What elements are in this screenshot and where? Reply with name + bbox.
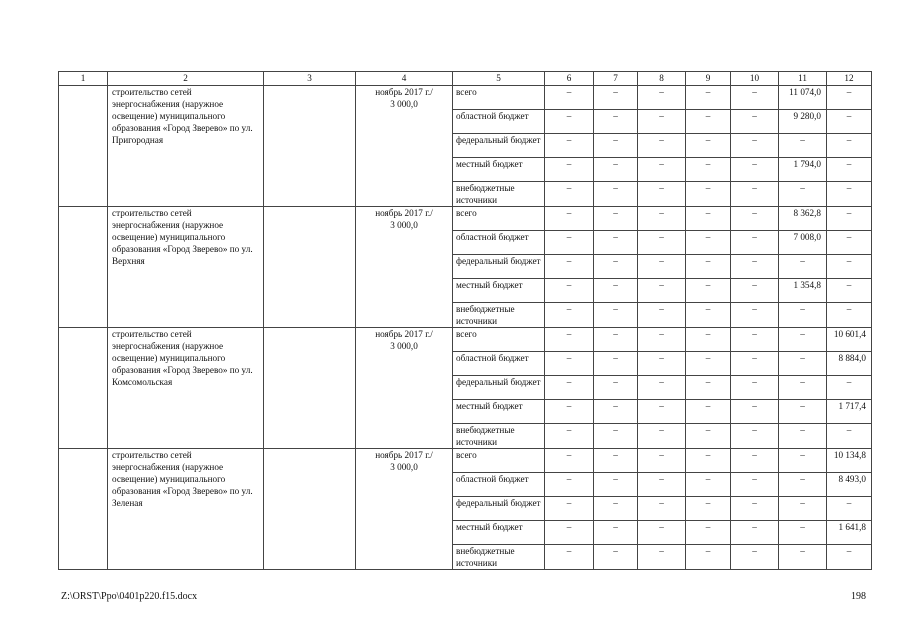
value-cell: – <box>594 424 638 449</box>
funding-source-cell: федеральный бюджет <box>453 376 545 400</box>
column-header-12: 12 <box>827 72 872 86</box>
value-cell: – <box>594 545 638 570</box>
value-cell: – <box>594 376 638 400</box>
value-cell: – <box>638 303 686 328</box>
table-body <box>59 86 872 570</box>
value-cell: – <box>638 376 686 400</box>
value-cell: 1 717,4 <box>827 400 872 424</box>
value-cell: – <box>686 424 731 449</box>
value-cell: – <box>779 449 827 473</box>
completion-date: ноябрь 2017 г./ <box>375 208 433 218</box>
table-row <box>59 86 872 110</box>
value-cell: – <box>638 328 686 352</box>
column-header-10: 10 <box>731 72 779 86</box>
value-cell: – <box>779 545 827 570</box>
table-row <box>59 207 872 231</box>
value-cell: – <box>686 376 731 400</box>
date-capacity-cell <box>356 328 453 449</box>
value-cell: – <box>545 328 594 352</box>
value-cell: – <box>779 424 827 449</box>
value-cell: – <box>638 255 686 279</box>
value-cell: – <box>779 328 827 352</box>
value-cell: – <box>686 400 731 424</box>
value-cell: – <box>638 158 686 182</box>
funding-source-cell: областной бюджет <box>453 110 545 134</box>
column-header-4: 4 <box>356 72 453 86</box>
value-cell: – <box>686 545 731 570</box>
value-cell: – <box>545 231 594 255</box>
value-cell: – <box>545 255 594 279</box>
value-cell: – <box>779 352 827 376</box>
value-cell: – <box>779 182 827 207</box>
funding-source-cell: всего <box>453 207 545 231</box>
value-cell: – <box>594 110 638 134</box>
value-cell: – <box>686 158 731 182</box>
value-cell: – <box>594 134 638 158</box>
value-cell: – <box>545 110 594 134</box>
value-cell: – <box>638 521 686 545</box>
value-cell: – <box>731 182 779 207</box>
value-cell: 1 354,8 <box>779 279 827 303</box>
value-cell: – <box>545 521 594 545</box>
value-cell: 11 074,0 <box>779 86 827 110</box>
value-cell: – <box>545 449 594 473</box>
value-cell: – <box>545 424 594 449</box>
value-cell: – <box>686 497 731 521</box>
value-cell: – <box>686 328 731 352</box>
value-cell: – <box>731 303 779 328</box>
value-cell: – <box>594 521 638 545</box>
value-cell: – <box>779 497 827 521</box>
budget-table <box>58 71 872 570</box>
value-cell: – <box>827 376 872 400</box>
value-cell: – <box>779 255 827 279</box>
value-cell: – <box>594 231 638 255</box>
funding-source-cell: федеральный бюджет <box>453 255 545 279</box>
value-cell: – <box>545 207 594 231</box>
value-cell: – <box>686 86 731 110</box>
value-cell: – <box>638 400 686 424</box>
value-cell: 1 794,0 <box>779 158 827 182</box>
value-cell: – <box>594 255 638 279</box>
value-cell: – <box>638 473 686 497</box>
value-cell: – <box>779 521 827 545</box>
column-header-8: 8 <box>638 72 686 86</box>
column-header-2: 2 <box>108 72 264 86</box>
completion-date: ноябрь 2017 г./ <box>375 87 433 97</box>
capacity-value: 3 000,0 <box>390 341 418 351</box>
column-3-cell <box>264 328 356 449</box>
funding-source-cell: внебюджетные источники <box>453 303 545 328</box>
funding-source-cell: местный бюджет <box>453 279 545 303</box>
value-cell: 10 134,8 <box>827 449 872 473</box>
value-cell: – <box>638 449 686 473</box>
value-cell: – <box>731 473 779 497</box>
completion-date: ноябрь 2017 г./ <box>375 450 433 460</box>
footer-file-path: Z:\ORST\Ppo\0401p220.f15.docx <box>61 591 198 602</box>
date-capacity-cell <box>356 449 453 570</box>
value-cell: – <box>545 303 594 328</box>
object-name-cell: строительство сетей энергоснабжения (наружное освещение) муниципального образования «Город Зверево» по ул. Пригородная <box>108 86 264 207</box>
value-cell: – <box>827 545 872 570</box>
value-cell: – <box>827 182 872 207</box>
funding-source-cell: всего <box>453 449 545 473</box>
column-3-cell <box>264 207 356 328</box>
column-header-6: 6 <box>545 72 594 86</box>
value-cell: – <box>594 158 638 182</box>
value-cell: – <box>827 86 872 110</box>
funding-source-cell: федеральный бюджет <box>453 134 545 158</box>
value-cell: – <box>827 110 872 134</box>
value-cell: – <box>731 449 779 473</box>
value-cell: – <box>594 207 638 231</box>
column-header-5: 5 <box>453 72 545 86</box>
value-cell: – <box>827 303 872 328</box>
funding-source-cell: внебюджетные источники <box>453 424 545 449</box>
value-cell: – <box>545 182 594 207</box>
value-cell: – <box>594 497 638 521</box>
value-cell: – <box>594 328 638 352</box>
table-row <box>59 328 872 352</box>
value-cell: – <box>731 207 779 231</box>
value-cell: – <box>638 110 686 134</box>
object-name-cell: строительство сетей энергоснабжения (наружное освещение) муниципального образования «Город Зверево» по ул. Верхняя <box>108 207 264 328</box>
object-name-cell: строительство сетей энергоснабжения (наружное освещение) муниципального образования «Город Зверево» по ул. Зеленая <box>108 449 264 570</box>
value-cell: – <box>686 134 731 158</box>
value-cell: – <box>827 158 872 182</box>
value-cell: – <box>731 352 779 376</box>
value-cell: – <box>686 231 731 255</box>
value-cell: – <box>731 400 779 424</box>
funding-source-cell: внебюджетные источники <box>453 545 545 570</box>
value-cell: – <box>594 352 638 376</box>
row-number-cell <box>59 449 108 570</box>
value-cell: – <box>545 545 594 570</box>
value-cell: 9 280,0 <box>779 110 827 134</box>
value-cell: – <box>545 473 594 497</box>
date-capacity-cell <box>356 86 453 207</box>
row-number-cell <box>59 207 108 328</box>
value-cell: – <box>686 110 731 134</box>
value-cell: – <box>686 207 731 231</box>
column-header-1: 1 <box>59 72 108 86</box>
row-number-cell <box>59 86 108 207</box>
column-header-3: 3 <box>264 72 356 86</box>
column-3-cell <box>264 86 356 207</box>
value-cell: – <box>731 231 779 255</box>
column-3-cell <box>264 449 356 570</box>
value-cell: – <box>731 424 779 449</box>
value-cell: – <box>731 328 779 352</box>
value-cell: – <box>827 424 872 449</box>
value-cell: – <box>731 110 779 134</box>
value-cell: – <box>731 158 779 182</box>
value-cell: – <box>545 497 594 521</box>
value-cell: – <box>779 473 827 497</box>
value-cell: – <box>545 134 594 158</box>
funding-source-cell: федеральный бюджет <box>453 497 545 521</box>
value-cell: – <box>686 255 731 279</box>
value-cell: – <box>827 279 872 303</box>
value-cell: – <box>594 400 638 424</box>
value-cell: – <box>638 497 686 521</box>
funding-source-cell: местный бюджет <box>453 400 545 424</box>
value-cell: – <box>638 279 686 303</box>
value-cell: – <box>638 352 686 376</box>
value-cell: – <box>545 352 594 376</box>
value-cell: 8 884,0 <box>827 352 872 376</box>
value-cell: 7 008,0 <box>779 231 827 255</box>
value-cell: – <box>731 279 779 303</box>
value-cell: – <box>731 134 779 158</box>
value-cell: – <box>827 207 872 231</box>
value-cell: – <box>686 521 731 545</box>
value-cell: – <box>731 545 779 570</box>
column-header-7: 7 <box>594 72 638 86</box>
funding-source-cell: всего <box>453 328 545 352</box>
object-name-cell: строительство сетей энергоснабжения (наружное освещение) муниципального образования «Город Зверево» по ул. Комсомольская <box>108 328 264 449</box>
value-cell: – <box>731 86 779 110</box>
value-cell: – <box>638 545 686 570</box>
value-cell: – <box>594 473 638 497</box>
value-cell: – <box>638 182 686 207</box>
capacity-value: 3 000,0 <box>390 462 418 472</box>
value-cell: – <box>686 352 731 376</box>
value-cell: 8 493,0 <box>827 473 872 497</box>
funding-source-cell: местный бюджет <box>453 158 545 182</box>
value-cell: – <box>545 376 594 400</box>
capacity-value: 3 000,0 <box>390 220 418 230</box>
column-header-9: 9 <box>686 72 731 86</box>
funding-source-cell: областной бюджет <box>453 473 545 497</box>
value-cell: – <box>686 182 731 207</box>
value-cell: – <box>686 303 731 328</box>
value-cell: – <box>594 86 638 110</box>
page-number: 198 <box>851 591 866 602</box>
value-cell: – <box>779 134 827 158</box>
value-cell: – <box>731 497 779 521</box>
value-cell: – <box>827 255 872 279</box>
value-cell: – <box>731 255 779 279</box>
value-cell: 8 362,8 <box>779 207 827 231</box>
column-header-11: 11 <box>779 72 827 86</box>
capacity-value: 3 000,0 <box>390 99 418 109</box>
value-cell: – <box>779 400 827 424</box>
value-cell: – <box>779 376 827 400</box>
value-cell: – <box>638 86 686 110</box>
value-cell: – <box>545 86 594 110</box>
value-cell: – <box>545 279 594 303</box>
value-cell: – <box>827 231 872 255</box>
value-cell: – <box>686 449 731 473</box>
row-number-cell <box>59 328 108 449</box>
table-row <box>59 449 872 473</box>
value-cell: – <box>594 279 638 303</box>
value-cell: – <box>594 182 638 207</box>
value-cell: – <box>731 376 779 400</box>
value-cell: – <box>779 303 827 328</box>
value-cell: – <box>827 497 872 521</box>
date-capacity-cell <box>356 207 453 328</box>
value-cell: – <box>686 279 731 303</box>
value-cell: 10 601,4 <box>827 328 872 352</box>
funding-source-cell: областной бюджет <box>453 231 545 255</box>
funding-source-cell: местный бюджет <box>453 521 545 545</box>
funding-source-cell: областной бюджет <box>453 352 545 376</box>
value-cell: – <box>731 521 779 545</box>
value-cell: – <box>545 158 594 182</box>
value-cell: – <box>638 207 686 231</box>
funding-source-cell: всего <box>453 86 545 110</box>
value-cell: – <box>638 424 686 449</box>
value-cell: – <box>594 449 638 473</box>
value-cell: – <box>638 134 686 158</box>
value-cell: – <box>638 231 686 255</box>
header-row <box>59 72 872 86</box>
value-cell: – <box>594 303 638 328</box>
completion-date: ноябрь 2017 г./ <box>375 329 433 339</box>
value-cell: 1 641,8 <box>827 521 872 545</box>
value-cell: – <box>827 134 872 158</box>
value-cell: – <box>686 473 731 497</box>
funding-source-cell: внебюджетные источники <box>453 182 545 207</box>
value-cell: – <box>545 400 594 424</box>
